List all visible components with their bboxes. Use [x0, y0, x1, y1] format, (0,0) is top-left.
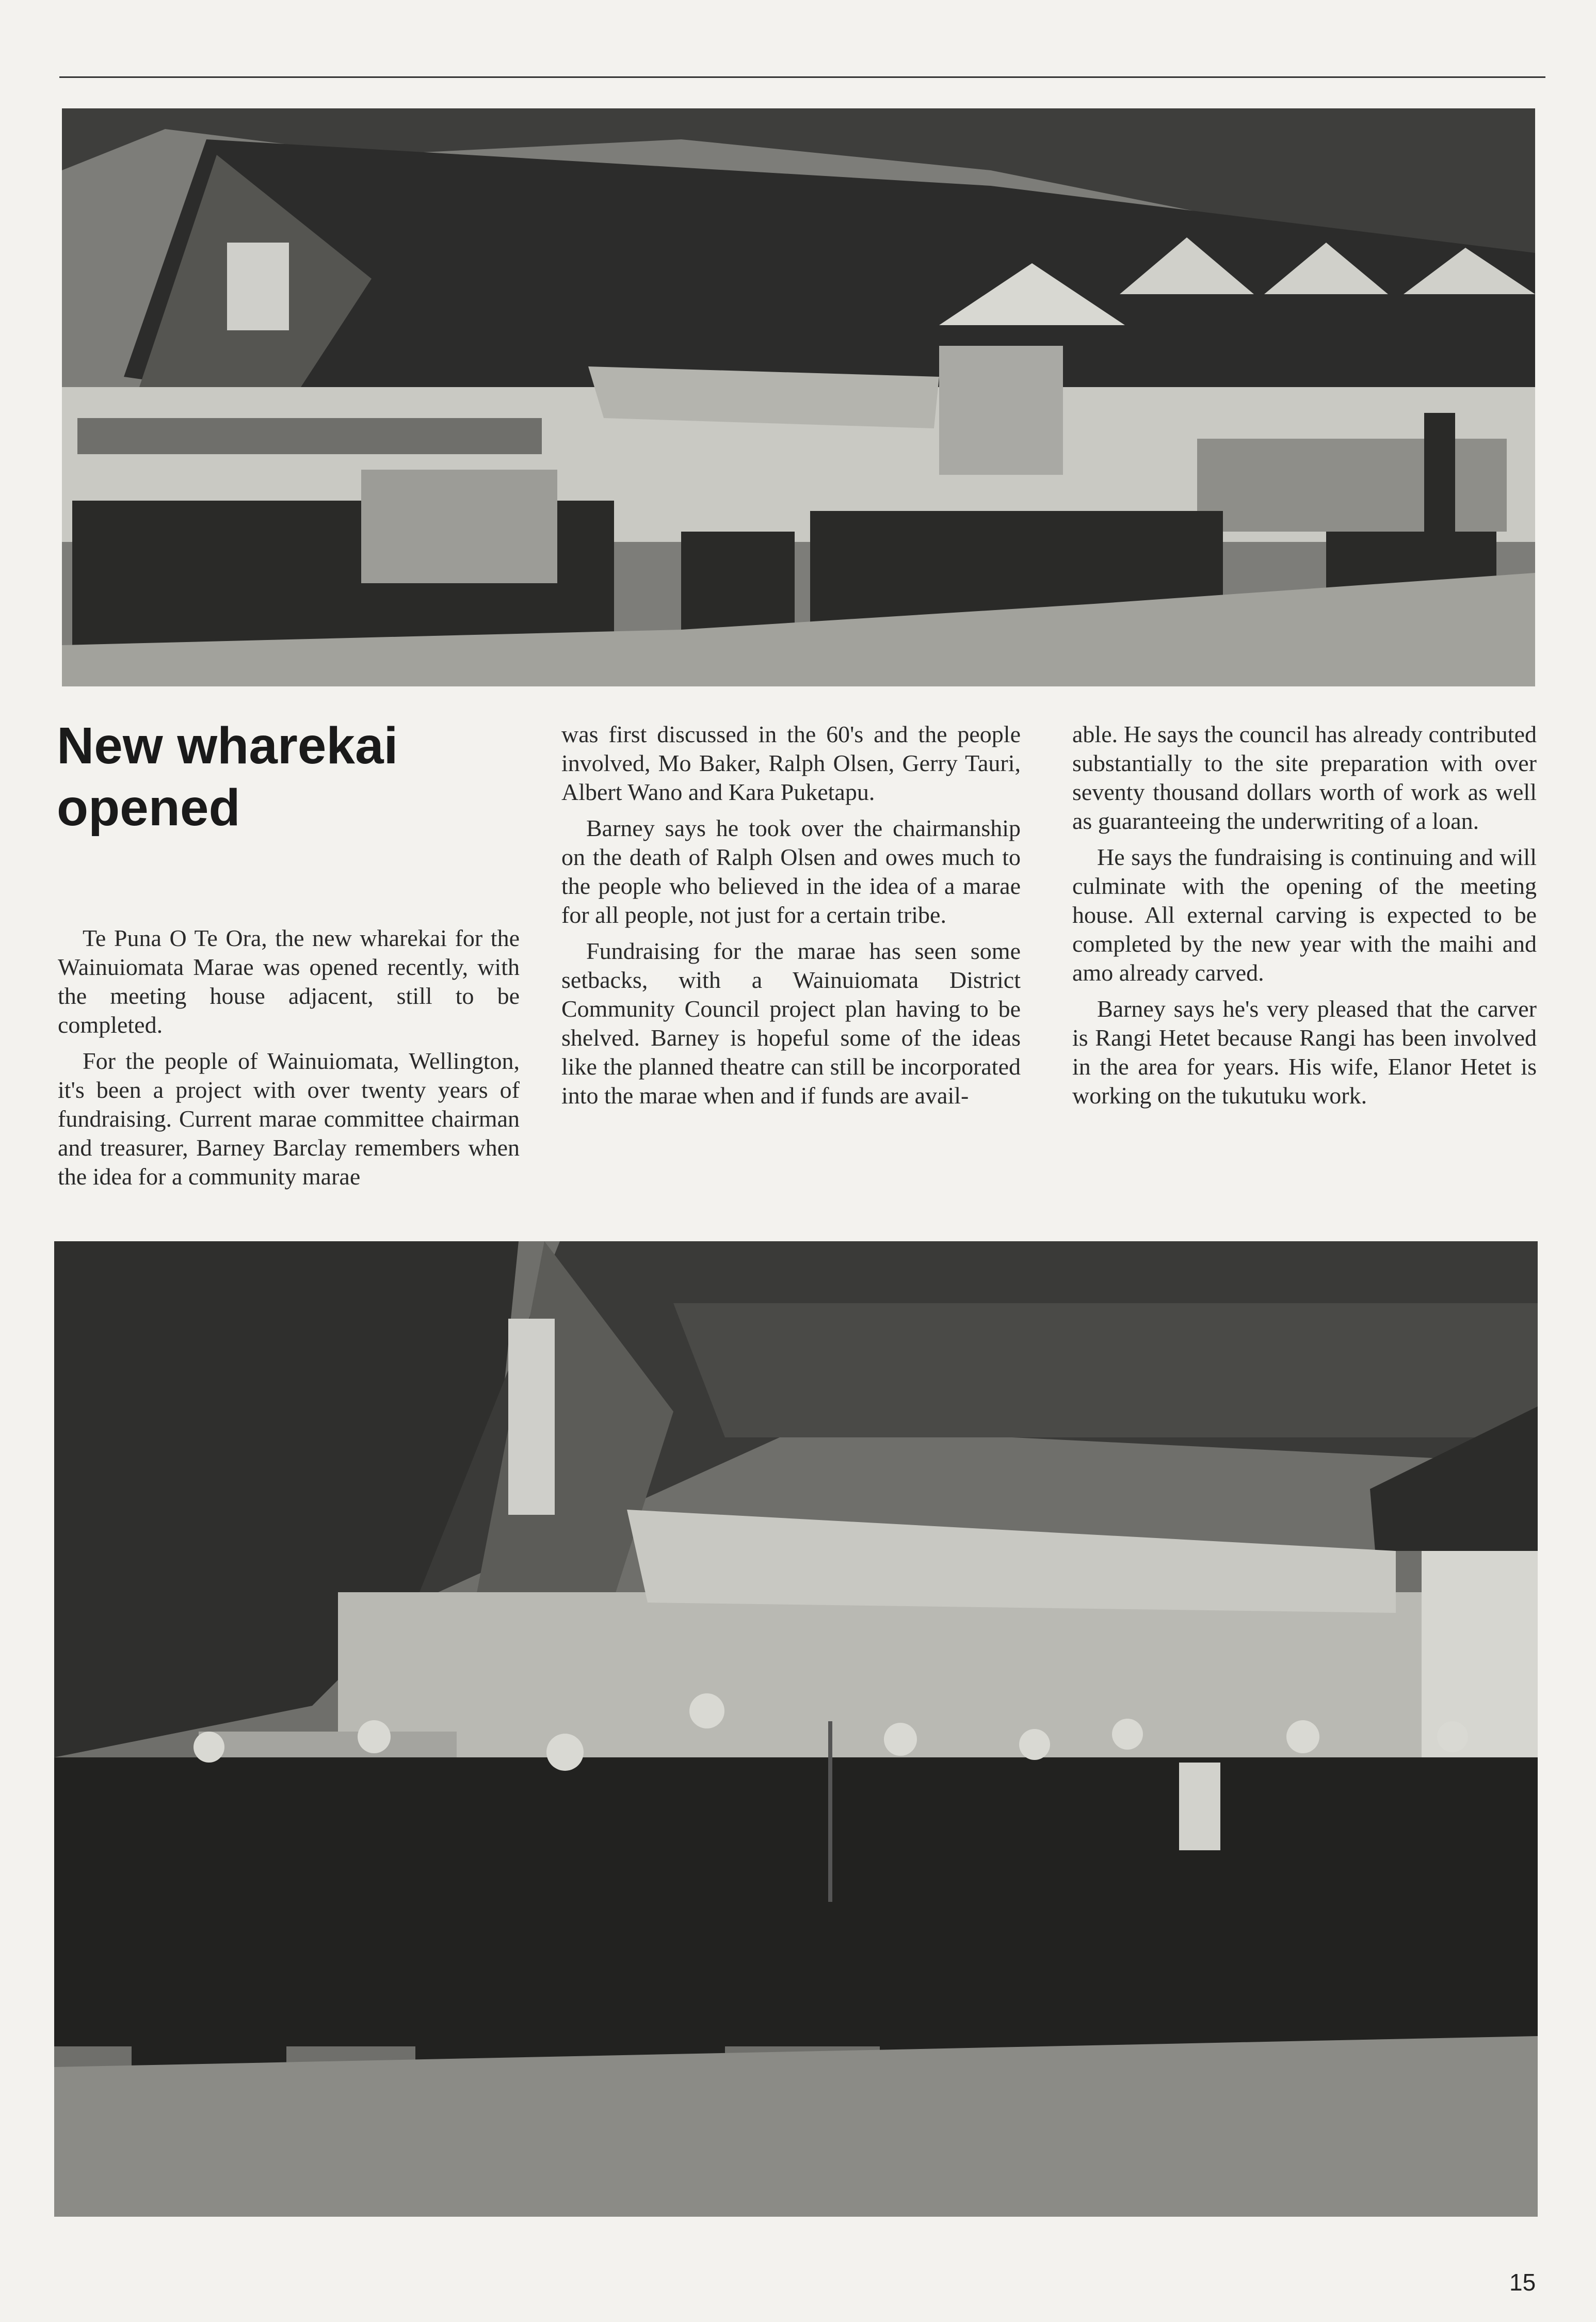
paragraph: He says the fundraising is continuing and will culminate with the opening of the meeting house. All external carving is expected to be completed by the new year with the maihi and amo already carved. [1072, 844, 1537, 986]
article-column-1 [58, 924, 520, 1198]
paragraph: Barney says he took over the chairmanship on the death of Ralph Olsen and owes much to the people who believed in the idea of a marae for all people, not just for a certain tribe. [561, 815, 1021, 928]
article-column-3 [1072, 720, 1537, 1117]
top-rule [59, 76, 1545, 78]
paragraph: For the people of Wainuiomata, Wellington, it's been a project with over twenty years of fundraising. Current marae committee chairman and treasurer, Barney Barclay remembers when the idea for a community marae [58, 1048, 520, 1190]
paragraph: Barney says he's very pleased that the carver is Rangi Hetet because Rangi has been involved in the area for years. His wife, Elanor Hetet is working on the tukutuku work. [1072, 996, 1537, 1109]
page-number: 15 [1509, 2269, 1536, 2296]
paragraph: able. He says the council has already contributed substantially to the site preparation with over seventy thousand dollars worth of work as well as guaranteeing the underwriting of a loan. [1072, 721, 1537, 834]
paragraph: Te Puna O Te Ora, the new wharekai for the Wainuiomata Marae was opened recently, with the meeting house adjacent, still to be completed. [58, 925, 520, 1038]
wharekai-building-photo [62, 108, 1535, 686]
headline-line-2: opened [57, 779, 240, 837]
opening-crowd-photo [54, 1241, 1538, 2217]
paragraph: was first discussed in the 60's and the people involved, Mo Baker, Ralph Olsen, Gerry Tauri, Albert Wano and Kara Puketapu. [561, 721, 1021, 805]
article-column-2 [561, 720, 1021, 1117]
headline-line-1: New wharekai [57, 717, 398, 775]
article-headline [57, 715, 521, 839]
paragraph: Fundraising for the marae has seen some setbacks, with a Wainuiomata District Community Council project plan having to be shelved. Barney is hopeful some of the ideas like the planned theatre can still be incorporated into the marae when and if funds are avail- [561, 938, 1021, 1109]
